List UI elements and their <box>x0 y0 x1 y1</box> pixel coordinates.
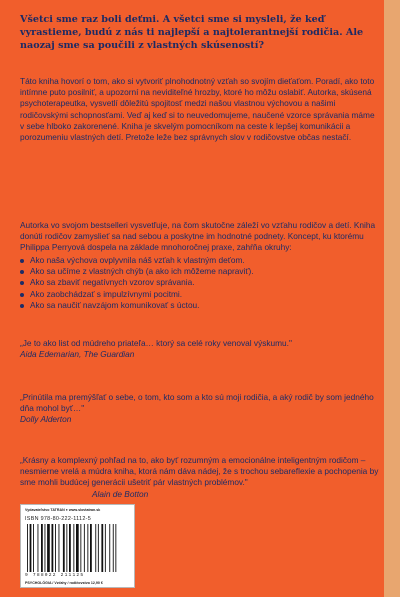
quote-text: „Je to ako list od múdreho priateľa… ktorý sa celé roky venoval výskumu." <box>20 338 292 348</box>
review-quote <box>20 338 380 360</box>
intro-text: Všetci sme raz boli deťmi. A všetci sme si mysleli, že keď vyrastieme, budú z nás ti najlepší a najtolerantnejší rodičia. Ale naozaj sme sa poučili z vlastných skúseností? <box>20 14 364 52</box>
barcode-digits: 9 788022 211125 <box>25 573 85 578</box>
list-item: Ako zaobchádzať s impulzívnymi pocitmi. <box>20 289 380 300</box>
quote-source: Aida Edemarian, The Guardian <box>20 349 135 360</box>
isbn-label: ISBN 978-80-222-1112-5 <box>25 516 92 522</box>
concept-paragraph: Autorka vo svojom bestselleri vysvetľuje, na čom skutočne záleží vo vzťahu rodičov a detí. Kniha donúti rodičov zamyslieť sa nad sebou a poskytne im hodnotné podnety. Koncept, ku ktorému Philippa Perryová dospela na základe mnohoročnej praxe, zahŕňa okruhy: <box>20 220 376 253</box>
list-item: Ako naša výchova ovplyvnila náš vzťah k vlastným deťom. <box>20 255 380 266</box>
quote-text: „Krásny a komplexný pohľad na to, ako byť rozumným a emocionálne inteligentným rodičom – nesmierne vrelá a múdra kniha, ktorá nám dáva nádej, že s trochou sebareflexie a pochopenia by sme mohli budúcej generácii ušetriť pár vlastných problémov." <box>20 455 379 488</box>
category-price-label: PSYCHOLÓGIA / Vzťahy / rodičovstvo 12,90 € <box>25 581 103 585</box>
spine-edge <box>384 0 400 597</box>
barcode-icon <box>25 524 130 572</box>
description-paragraph: Táto kniha hovorí o tom, ako si vytvoriť plnohodnotný vzťah so svojím dieťaťom. Poradí, ako toto intímne puto posilniť, a upozorní na neviditeľné hrozby, ktoré ho môžu oslabiť. Autorka, skúsená psychoterapeutka, vysvetlí dôležitú spojitosť medzi našou vlastnou výchovou a našimi rodičovskými schopnosťami. Veď aj keď si to neuvedomujeme, naučené vzorce správania máme v sebe hlboko zakorenené. Kniha je skvelým pomocníkom na ceste k lepšej komunikácii a porozumeniu vlastných detí. Pretože leže bez správnych slov v rodičovstve občas nestačí. <box>20 76 375 143</box>
quote-source: Dolly Alderton <box>20 414 72 425</box>
quote-source: Alain de Botton <box>92 488 149 499</box>
review-quote <box>20 455 380 500</box>
list-item: Ako sa zbaviť negatívnych vzorov správania. <box>20 277 380 288</box>
topic-list <box>20 255 380 311</box>
review-quote <box>20 392 380 426</box>
publisher-label: Vydavateľstvo TATRAN ● www.slovtatran.sk <box>25 508 101 512</box>
list-item: Ako sa naučiť navzájom komunikovať s úctou. <box>20 300 380 311</box>
quote-text: „Prinútila ma premýšľať o sebe, o tom, kto som a kto sú moji rodičia, a aký rodič by som jedného dňa mohol byť…" <box>20 392 374 414</box>
barcode-panel <box>20 504 135 588</box>
list-item: Ako sa učíme z vlastných chýb (a ako ich môžeme napraviť). <box>20 266 380 277</box>
